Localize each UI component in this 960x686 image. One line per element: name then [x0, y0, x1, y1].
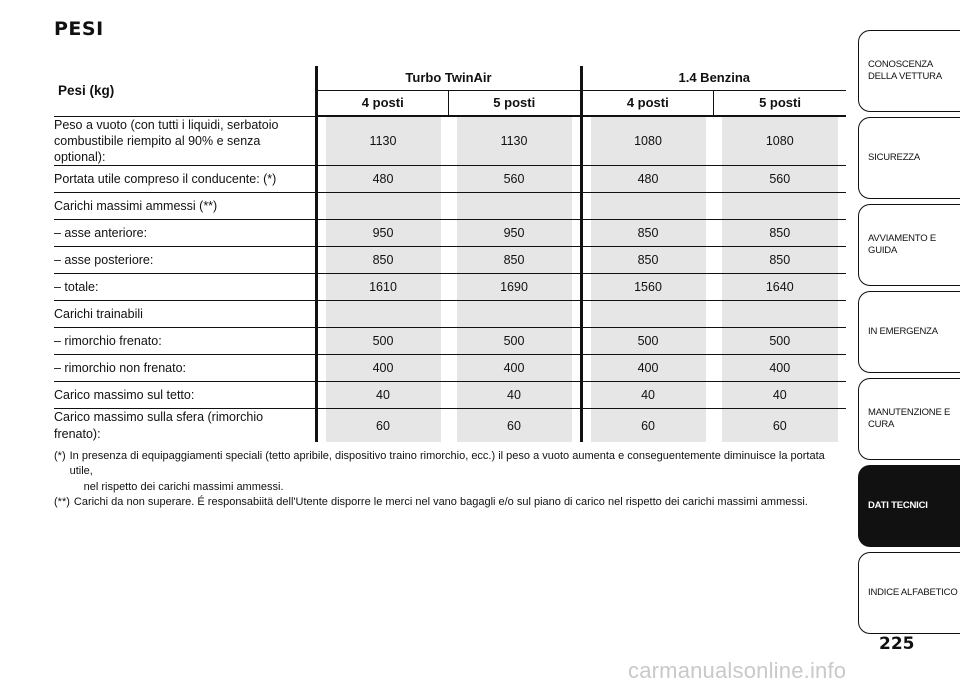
variant-header: 5 posti: [449, 90, 582, 116]
cell-value: 850: [503, 253, 525, 268]
cell-value: 1610: [369, 280, 397, 295]
tab-label: DELLA VETTURA: [868, 71, 942, 82]
row-label: – rimorchio frenato:: [54, 328, 316, 355]
tab-label: INDICE ALFABETICO: [868, 587, 958, 599]
tab-label: IN EMERGENZA: [868, 326, 938, 338]
tab-label: AVVIAMENTO E: [868, 233, 936, 245]
footnote-text: Carichi da non superare. É responsabiitä dell'Utente disporre le merci nel vano bagagli e/o sul piano di carico nel rispetto dei carichi massimi ammessi.: [73, 496, 808, 509]
tab-label: DATI TECNICI: [868, 500, 928, 512]
row-label: Carichi trainabili: [54, 301, 316, 328]
tab-dati-tecnici[interactable]: [858, 465, 960, 547]
cell-value: 850: [769, 226, 791, 241]
row-label: – asse anteriore:: [54, 220, 316, 247]
cell-value: 1690: [500, 280, 528, 295]
tab-label: CURA: [868, 419, 895, 430]
cell-value: 560: [503, 172, 525, 187]
footnote-mark: (**): [54, 496, 70, 509]
page-number: 225: [879, 634, 915, 654]
cell-value: 1640: [765, 280, 794, 295]
tab-avviamento-guida[interactable]: [858, 204, 960, 286]
cell-value: 60: [772, 418, 787, 433]
cell-value: 850: [637, 253, 659, 268]
group-header-benzina: 1.4 Benzina: [581, 66, 846, 90]
table-row: [54, 247, 846, 274]
cell-value: 480: [372, 172, 394, 187]
cell-value: 60: [376, 418, 390, 433]
table-row: [54, 220, 846, 247]
page-title: PESI: [54, 18, 104, 40]
cell-value: 500: [372, 334, 394, 349]
cell-value: 40: [772, 388, 787, 403]
row-label-line: combustibile riempito al 90% e senza optional):: [54, 133, 261, 164]
cell-value: 400: [503, 361, 525, 376]
cell-value: 1080: [634, 134, 662, 149]
table-row: [54, 355, 846, 382]
cell-value: 400: [372, 361, 394, 376]
tab-in-emergenza[interactable]: [858, 291, 960, 373]
footnotes: [54, 449, 844, 511]
group-header-twinair: Turbo TwinAir: [316, 66, 581, 90]
cell-value: 60: [507, 418, 521, 433]
footnote-text: nel rispetto dei carichi massimi ammessi.: [83, 480, 284, 493]
weights-table: [54, 66, 846, 442]
table-row: [54, 409, 846, 442]
row-label: Portata utile compreso il conducente: (*): [54, 166, 316, 193]
row-label: – totale:: [54, 274, 316, 301]
row-label: Carichi massimi ammessi (**): [54, 193, 316, 220]
cell-value: 850: [372, 253, 394, 268]
cell-value: 950: [372, 226, 394, 241]
footnote-text: In presenza di equipaggiamenti speciali (tetto apribile, dispositivo traino rimorchio, ecc.) il peso a vuoto aumenta e conseguentemente diminuisce la portata utile,: [69, 450, 825, 478]
cell-value: 560: [769, 172, 791, 187]
footnote-mark: (*): [54, 450, 66, 462]
table-row: [54, 116, 846, 166]
tab-label: MANUTENZIONE E: [868, 407, 951, 419]
chapter-tabs: [858, 30, 960, 634]
cell-value: 480: [637, 172, 659, 187]
cell-value: 40: [641, 388, 655, 403]
table-row: [54, 193, 846, 220]
cell-value: 1080: [765, 134, 794, 149]
cell-value: 1560: [634, 280, 662, 295]
watermark: carmanualsonline.info: [628, 658, 847, 683]
table-label-header: Pesi (kg): [54, 66, 316, 116]
cell-value: 60: [641, 418, 655, 433]
row-label: – asse posteriore:: [54, 247, 316, 274]
tab-label: GUIDA: [868, 245, 898, 256]
table-row: [54, 274, 846, 301]
tab-label: SICUREZZA: [868, 152, 921, 164]
tab-label: CONOSCENZA: [868, 59, 934, 71]
variant-header: 4 posti: [581, 90, 714, 116]
table-row: [54, 382, 846, 409]
footnote: [54, 495, 844, 510]
cell-value: 40: [507, 388, 521, 403]
tab-manutenzione-cura[interactable]: [858, 378, 960, 460]
table-row: [54, 301, 846, 328]
tab-sicurezza[interactable]: [858, 117, 960, 199]
cell-value: 40: [376, 388, 390, 403]
variant-header: 4 posti: [316, 90, 449, 116]
row-label: – rimorchio non frenato:: [54, 355, 316, 382]
cell-value: 850: [769, 253, 791, 268]
row-label: Carico massimo sulla sfera (rimorchio frenato):: [54, 410, 264, 441]
row-label: Carico massimo sul tetto:: [54, 382, 316, 409]
cell-value: 500: [637, 334, 659, 349]
cell-value: 500: [769, 334, 791, 349]
cell-value: 400: [637, 361, 659, 376]
cell-value: 950: [503, 226, 525, 241]
row-label: [54, 116, 316, 166]
tab-conoscenza-vettura[interactable]: [858, 30, 960, 112]
cell-value: 1130: [369, 134, 397, 149]
tab-indice-alfabetico[interactable]: [858, 552, 960, 634]
cell-value: 850: [637, 226, 659, 241]
table-row: [54, 328, 846, 355]
footnote: [54, 449, 844, 495]
cell-value: 500: [503, 334, 525, 349]
variant-header: 5 posti: [714, 90, 847, 116]
table-row: [54, 166, 846, 193]
row-label-line: Peso a vuoto (con tutti i liquidi, serbatoio: [54, 117, 279, 132]
cell-value: 400: [769, 361, 791, 376]
cell-value: 1130: [500, 134, 528, 149]
